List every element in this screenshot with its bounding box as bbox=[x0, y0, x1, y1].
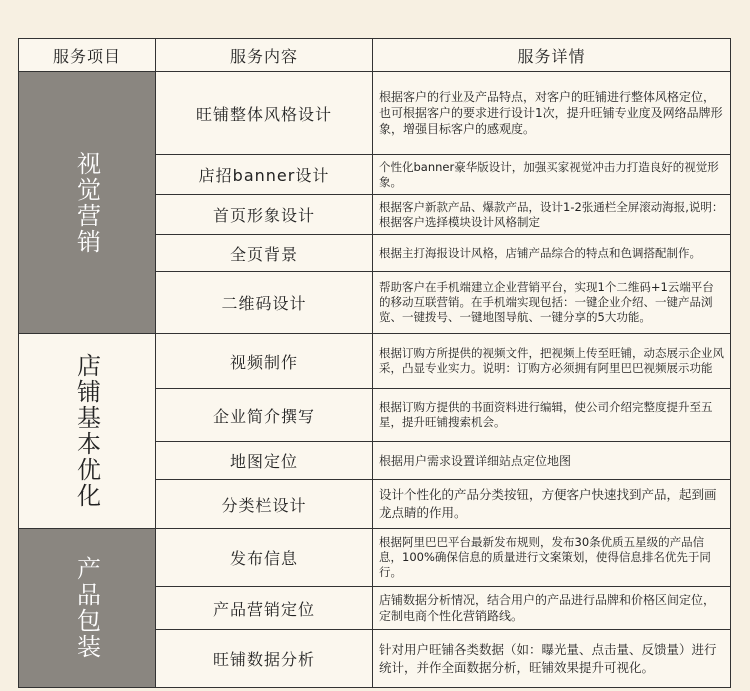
service-detail: 根据客户的行业及产品特点，对客户的旺铺进行整体风格定位，也可根据客户的要求进行设计1次，提升旺铺专业度及网络品牌形象，增强目标客户的感观度。 bbox=[373, 72, 731, 155]
service-item: 店招banner设计 bbox=[156, 155, 373, 195]
header-category: 服务项目 bbox=[19, 39, 156, 72]
header-detail: 服务详情 bbox=[373, 39, 731, 72]
service-detail: 根据阿里巴巴平台最新发布规则，发布30条优质五星级的产品信息，100%确保信息的质量进行文案策划，使得信息排名优先于同行。 bbox=[373, 529, 731, 587]
category-store-optimization bbox=[19, 334, 156, 529]
service-detail: 针对用户旺铺各类数据（如：曝光量、点击量、反馈量）进行统计，并作全面数据分析，旺铺效果提升可视化。 bbox=[373, 630, 731, 688]
header-content: 服务内容 bbox=[156, 39, 373, 72]
service-detail: 店铺数据分析情况，结合用户的产品进行品牌和价格区间定位，定制电商个性化营销路线。 bbox=[373, 587, 731, 630]
service-detail: 设计个性化的产品分类按钮，方便客户快速找到产品，起到画龙点睛的作用。 bbox=[373, 480, 731, 529]
service-detail: 根据用户需求设置详细站点定位地图 bbox=[373, 442, 731, 480]
category-product-packaging bbox=[19, 529, 156, 688]
service-detail: 根据主打海报设计风格，店铺产品综合的特点和色调搭配制作。 bbox=[373, 235, 731, 272]
service-detail: 根据客户新款产品、爆款产品，设计1-2张通栏全屏滚动海报,说明：根据客户选择模块设计风格制定 bbox=[373, 195, 731, 235]
service-item: 旺铺整体风格设计 bbox=[156, 72, 373, 155]
service-item: 首页形象设计 bbox=[156, 195, 373, 235]
table-row bbox=[19, 529, 731, 587]
service-item: 地图定位 bbox=[156, 442, 373, 480]
service-item: 分类栏设计 bbox=[156, 480, 373, 529]
service-detail: 帮助客户在手机端建立企业营销平台，实现1个二维码+1云端平台的移动互联营销。在手机端实现包括：一键企业介绍、一键产品浏览、一键拨号、一键地图导航、一键分享的5大功能。 bbox=[373, 272, 731, 334]
service-item: 产品营销定位 bbox=[156, 587, 373, 630]
header-row bbox=[19, 39, 731, 72]
category-label: 店铺基本优化 bbox=[72, 353, 101, 509]
service-item: 全页背景 bbox=[156, 235, 373, 272]
service-item: 视频制作 bbox=[156, 334, 373, 389]
service-item: 企业简介撰写 bbox=[156, 389, 373, 442]
service-item: 发布信息 bbox=[156, 529, 373, 587]
service-item: 旺铺数据分析 bbox=[156, 630, 373, 688]
service-detail: 根据订购方提供的书面资料进行编辑，使公司介绍完整度提升至五星，提升旺铺搜索机会。 bbox=[373, 389, 731, 442]
category-label: 产品包装 bbox=[72, 556, 101, 660]
service-item: 二维码设计 bbox=[156, 272, 373, 334]
category-label: 视觉营销 bbox=[72, 150, 101, 255]
service-detail: 个性化banner豪华版设计，加强买家视觉冲击力打造良好的视觉形象。 bbox=[373, 155, 731, 195]
service-table bbox=[18, 38, 731, 688]
table-row bbox=[19, 334, 731, 389]
category-visual-marketing bbox=[19, 72, 156, 334]
service-detail: 根据订购方所提供的视频文件，把视频上传至旺铺，动态展示企业风采，凸显专业实力。说明：订购方必须拥有阿里巴巴视频展示功能 bbox=[373, 334, 731, 389]
table-row bbox=[19, 72, 731, 155]
